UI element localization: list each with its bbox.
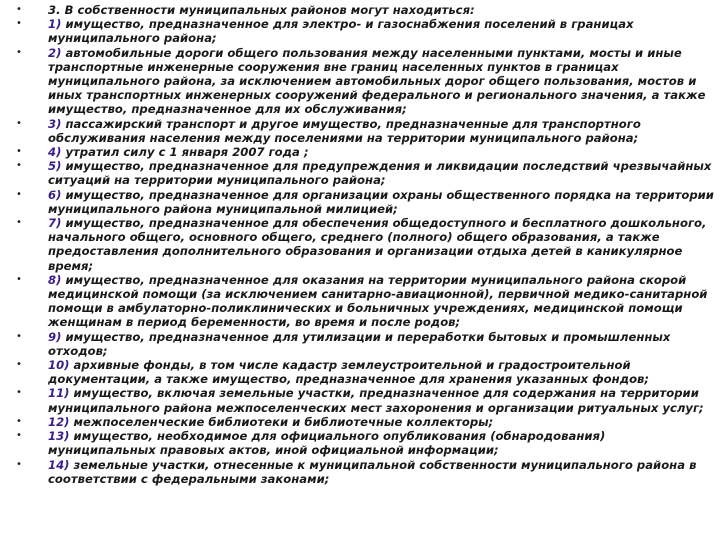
item-text: межпоселенческие библиотеки и библиотечные коллекторы; (69, 414, 494, 429)
item-text: имущество, предназначенное для электро- и газоснабжения поселений в границах муниципального района; (48, 17, 634, 46)
list-item (16, 17, 716, 45)
bullet-icon: • (16, 188, 22, 200)
item-number: 14) (48, 457, 70, 472)
item-text: пассажирский транспорт и другое имущество, предназначенные для транспортного обслуживания населения между поселениями на территории муниципального района; (48, 116, 641, 145)
bullet-icon: • (16, 387, 22, 399)
list-item (16, 188, 716, 216)
item-text: имущество, предназначенное для организации охраны общественного порядка на территории муниципального района муниципальной милицией; (48, 187, 714, 216)
list-item (16, 46, 716, 117)
item-number: 8) (48, 272, 62, 287)
item-number: 1) (48, 17, 62, 32)
item-text: имущество, предназначенное для утилизации и переработки бытовых и промышленных отходов; (48, 329, 671, 358)
list-item (16, 330, 716, 358)
list-item (16, 415, 716, 429)
list-title (16, 3, 716, 17)
bullet-icon: • (16, 217, 22, 229)
item-text: архивные фонды, в том числе кадастр землеустроительной и градостроительной документации, а также имущество, предназначенное для хранения указанных фондов; (48, 358, 650, 387)
list-item (16, 216, 716, 273)
list-item (16, 273, 716, 330)
item-text: земельные участки, отнесенные к муниципальной собственности муниципального района в соответствии с федеральными законами; (48, 457, 697, 486)
bullet-icon: • (16, 46, 22, 58)
bullet-icon: • (16, 273, 22, 285)
bullet-icon: • (16, 430, 22, 442)
item-text: имущество, включая земельные участки, предназначенное для содержания на территории муниципального района межпоселенческих мест захоронения и организации ритуальных услуг; (48, 386, 704, 415)
item-text: имущество, предназначенное для обеспечения общедоступного и бесплатного дошкольного, начального общего, основного общего, среднего (полного) общего образования, а также предоставления дополнительного образования и организации отдыха детей в каникулярное время; (48, 216, 707, 273)
item-number: 12) (48, 414, 70, 429)
list-item (16, 117, 716, 145)
item-number: 5) (48, 159, 62, 174)
list-item (16, 386, 716, 414)
item-number: 9) (48, 329, 62, 344)
item-text: утратил силу с 1 января 2007 года ; (61, 145, 309, 160)
list-item (16, 145, 716, 159)
bullet-icon: • (16, 359, 22, 371)
item-number: 13) (48, 429, 70, 444)
item-number: 11) (48, 386, 70, 401)
list-item (16, 159, 716, 187)
item-number: 3) (48, 116, 62, 131)
item-number: 4) (48, 145, 62, 160)
list-item (16, 458, 716, 486)
item-number: 6) (48, 187, 62, 202)
list-item (16, 358, 716, 386)
bullet-icon: • (16, 18, 22, 30)
bullet-icon: • (16, 146, 22, 158)
bullet-icon: • (16, 117, 22, 129)
item-number: 2) (48, 45, 62, 60)
item-text: автомобильные дороги общего пользования между населенными пунктами, мосты и иные транспортные инженерные сооружения вне границ населенных пунктов в границах муниципального района, за исключением автомобильных дорог общего пользования, мостов и иных транспортных инженерных сооружений федерального и регионального значения, а также имущество, предназначенное для их обслуживания; (48, 45, 706, 117)
property-list (16, 3, 716, 486)
item-number: 10) (48, 358, 70, 373)
bullet-icon: • (16, 4, 22, 15)
item-text: имущество, предназначенное для предупреждения и ликвидации последствий чрезвычайных ситуаций на территории муниципального района; (48, 159, 712, 188)
bullet-icon: • (16, 330, 22, 342)
item-text: имущество, необходимое для официального опубликования (обнародования) муниципальных правовых актов, иной официальной информации; (48, 429, 606, 458)
item-text: имущество, предназначенное для оказания на территории муниципального района скорой медицинской помощи (за исключением санитарно-авиационной), первичной медико-санитарной помощи в амбулаторно-поликлинических и больничных учреждениях, медицинской помощи женщинам в период беременности, во время и после родов; (48, 272, 708, 330)
item-number: 7) (48, 216, 62, 231)
list-heading: 3. В собственности муниципальных районов могут находиться: (48, 3, 475, 17)
bullet-icon: • (16, 415, 22, 427)
bullet-icon: • (16, 458, 22, 470)
bullet-icon: • (16, 160, 22, 172)
list-item (16, 429, 716, 457)
